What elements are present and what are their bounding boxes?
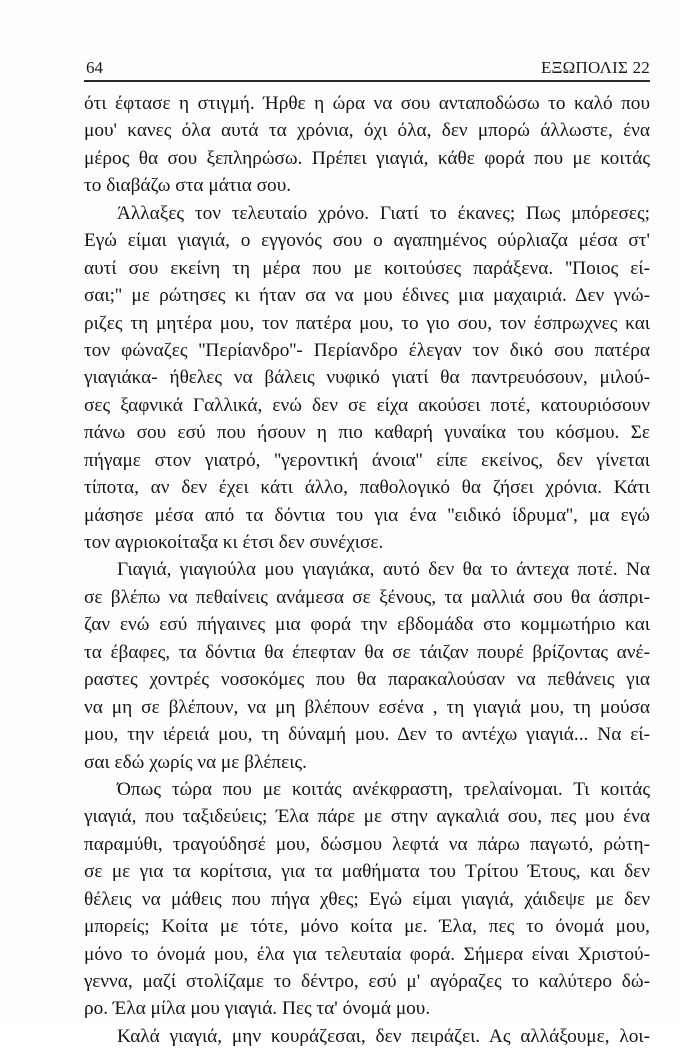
text-line: μέρος θα σου ξεπληρώσω. Πρέπει γιαγιά, κάθε φορά που με κοιτάς (84, 147, 650, 169)
text-line: ριζες τη μητέρα μου, τον πατέρα μου, το γιο σου, τον έσπρωχνες και (84, 312, 650, 334)
text-line: Όπως τώρα που με κοιτάς ανέκφραστη, τρελαίνομαι. Τι κοιτάς (117, 778, 650, 800)
text-line: μου, την ιέρειά μου, τη δύναμή μου. Δεν το αντέχω γιαγιά... Να εί- (84, 724, 650, 746)
text-line: πήγαμε στον γιατρό, ''γεροντική άνοια'' είπε εκείνος, δεν γίνεται (84, 449, 650, 471)
text-line: σε βλέπω να πεθαίνεις ανάμεσα σε ξένους, τα μαλλιά σου θα άσπρι- (84, 586, 650, 608)
text-line: σε με για τα κορίτσια, για τα μαθήματα του Τρίτου Έτους, και δεν (84, 861, 650, 883)
text-line: ζαν ενώ εσύ πήγαινες μια φορά την εβδομάδα στο κομμωτήριο και (84, 614, 650, 636)
text-line: Άλλαξες τον τελευταίο χρόνο. Γιατί το έκανες; Πως μπόρεσες; (117, 202, 650, 224)
page-header (84, 58, 650, 80)
text-line: τα έβαφες, τα δόντια θα έπεφταν θα σε τάιζαν πουρέ βρίζοντας ανέ- (84, 641, 650, 663)
text-line: μου' κανες όλα αυτά τα χρόνια, όχι όλα, δεν μπορώ άλλωστε, ένα (84, 120, 650, 142)
text-line: γιαγιάκα- ήθελες να βάλεις νυφικό γιατί θα παντρευόσουν, μιλού- (84, 367, 650, 389)
text-line: γιαγιά, που ταξιδεύεις; Έλα πάρε με στην αγκαλιά σου, πες μου ένα (84, 806, 650, 828)
text-line: τον φώναζες ''Περίανδρο''- Περίανδρο έλεγαν τον δικό σου πατέρα (84, 339, 650, 361)
text-line: σαι;'' με ρώτησες κι ήταν σα να μου έδινες μια μαχαιριά. Δεν γνώ- (84, 285, 650, 307)
text-line: θέλεις να μάθεις που πήγα χθες; Εγώ είμαι γιαγιά, χάιδεψε με δεν (84, 888, 650, 910)
text-line: παραμύθι, τραγούδησέ μου, δώσμου λεφτά να πάρω παγωτό, ρώτη- (84, 833, 650, 855)
text-line: μάσησε μέσα από τα δόντια του για ένα ''ειδικό ίδρυμα'', μα εγώ (84, 504, 650, 526)
text-line: μπορείς; Κοίτα με τότε, μόνο κοίτα με. Έλα, πες το όνομά μου, (84, 916, 650, 938)
text-line: ρο. Έλα μίλα μου γιαγιά. Πες τα' όνομά μου. (84, 998, 431, 1020)
text-line: σαι εδώ χωρίς να με βλέπεις. (84, 751, 307, 773)
text-line: πάνω σου εσύ που ήσουν η πιο καθαρή γυναίκα του κόσμου. Σε (84, 422, 650, 444)
text-line: ότι έφτασε η στιγμή. Ήρθε η ώρα να σου ανταποδώσω το καλό που (84, 93, 650, 114)
body-text (84, 90, 650, 1050)
text-line: να μη σε βλέπουν, να μη βλέπουν εσένα , τη γιαγιά μου, τη μούσα (84, 696, 650, 718)
text-line: Καλά γιαγιά, μην κουράζεσαι, δεν πειράζει. Ας αλλάξουμε, λοι- (117, 1025, 650, 1047)
running-title: ΕΞΩΠΟΛΙΣ 22 (540, 58, 650, 77)
text-line: μόνο το όνομά μου, έλα για τελευταία φορά. Σήμερα είναι Χριστού- (84, 943, 650, 965)
text-line: ραστες χοντρές νοσοκόμες που θα παρακαλούσαν να πεθάνεις για (84, 669, 650, 691)
text-line: το διαβάζω στα μάτια σου. (84, 175, 292, 197)
text-line: τον αγριοκοίταξα κι έτσι δεν συνέχισε. (84, 532, 384, 553)
text-line: γεννα, μαζί στολίζαμε το δέντρο, εσύ μ' αγόραζες το καλύτερο δώ- (84, 971, 650, 992)
header-rule (84, 80, 650, 82)
text-line: Γιαγιά, γιαγιούλα μου γιαγιάκα, αυτό δεν θα το άντεχα ποτέ. Να (117, 559, 650, 581)
text-line: Εγώ είμαι γιαγιά, ο εγγονός σου ο αγαπημένος ούρλιαζα μέσα στ' (84, 230, 650, 252)
text-line: τίποτα, αν δεν έχει κάτι άλλο, παθολογικό θα ζήσει χρόνια. Κάτι (84, 477, 650, 499)
text-line: αυτί σου εκείνη τη μέρα που με κοιτούσες παράξενα. ''Ποιος εί- (84, 257, 650, 279)
text-line: σες ξαφνικά Γαλλικά, ενώ δεν σε είχα ακούσει ποτέ, κατουριόσουν (84, 394, 650, 416)
page-number: 64 (86, 58, 103, 77)
